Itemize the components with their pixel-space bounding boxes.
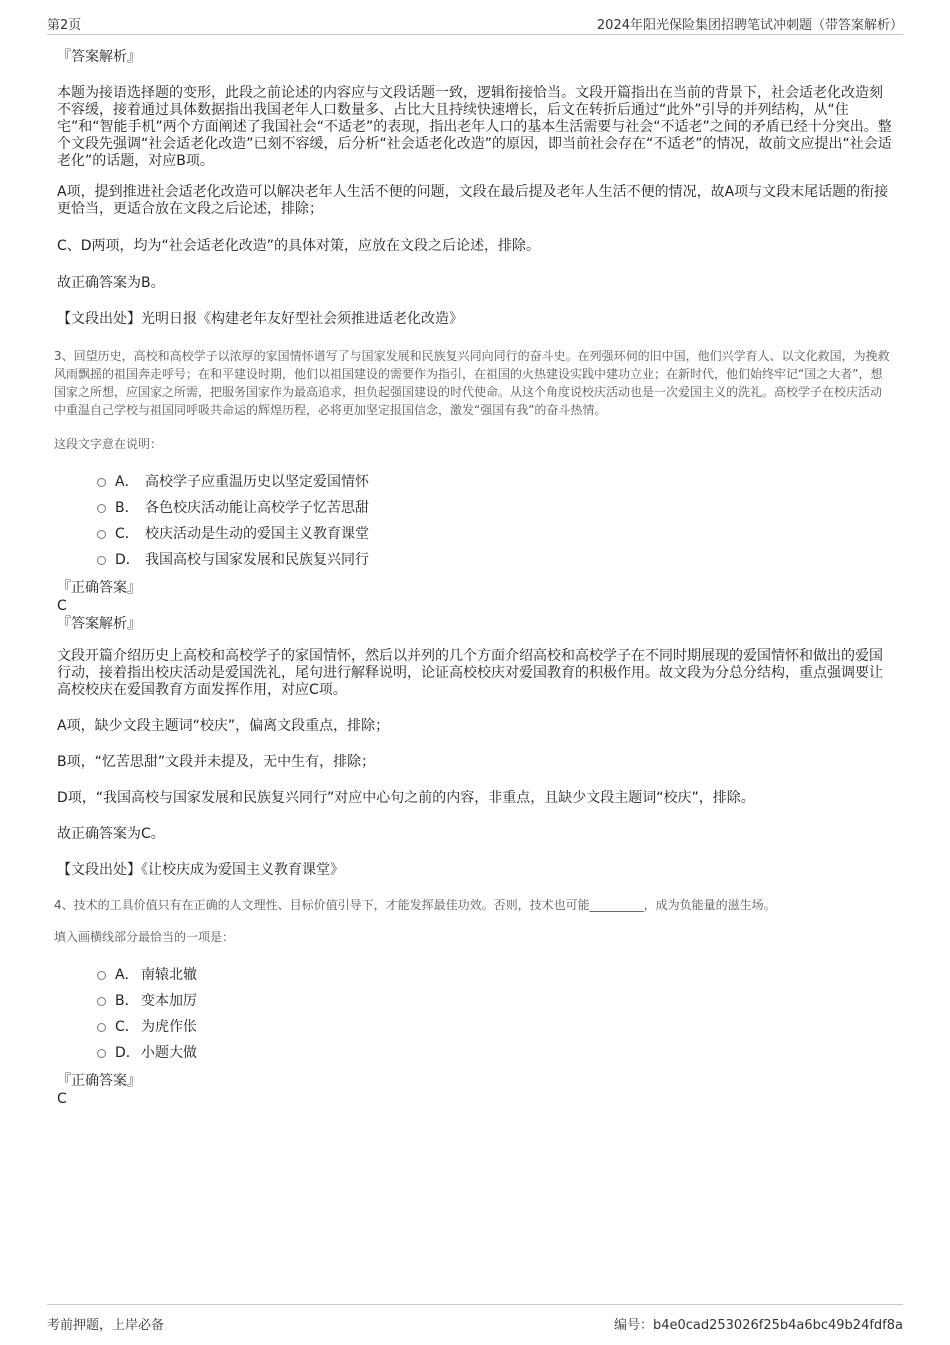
q4-option-d[interactable]: D． 小题大做 <box>57 1040 893 1066</box>
radio-icon[interactable] <box>97 1049 106 1058</box>
q3-option-d[interactable]: D． 我国高校与国家发展和民族复兴同行 <box>57 547 893 573</box>
q4-answer-title: 『正确答案』 <box>57 1073 141 1089</box>
page-content <box>54 44 893 1108</box>
q4-answer: C <box>57 1091 67 1107</box>
radio-icon[interactable] <box>97 1023 106 1032</box>
q3-question: 这段文字意在说明： <box>54 437 163 451</box>
q4-question: 填入画横线部分最恰当的一项是： <box>54 930 235 944</box>
q3-option-a[interactable]: A． 高校学子应重温历史以坚定爱国情怀 <box>57 469 893 495</box>
q2-analysis-paragraph: A项，提到推进社会适老化改造可以解决老年人生活不便的问题，文段在最后提及老年人生活不便的情况，故A项与文段末尾话题的衔接更恰当，更适合放在文段之后论述，排除； <box>57 184 889 217</box>
page-number: 第2页 <box>47 18 82 33</box>
q3-analysis-paragraph: 文段开篇介绍历史上高校和高校学子的家国情怀，然后以并列的几个方面介绍高校和高校学子在不同时期展现的爱国情怀和做出的爱国行动，接着指出校庆活动是爱国洗礼，尾句进行解释说明，论证高校校庆对爱国教育的积极作用。故文段为分总分结构，重点强调要让高校校庆在爱国教育方面发挥作用，对应C项。 <box>57 648 883 698</box>
q4-options <box>57 962 893 1066</box>
q3-answer-title: 『正确答案』 <box>57 580 141 596</box>
q3-answer: C <box>57 598 67 614</box>
q3-analysis-paragraph: B项，“忆苦思甜”文段并未提及，无中生有，排除； <box>57 754 376 770</box>
q3-analysis-title: 『答案解析』 <box>57 616 141 632</box>
q2-answer-statement: 故正确答案为B。 <box>57 275 165 291</box>
q4-option-a[interactable]: A． 南辕北辙 <box>57 962 893 988</box>
q3-analysis-paragraph: A项，缺少文段主题词“校庆”，偏离文段重点，排除； <box>57 718 390 734</box>
q2-analysis-title: 『答案解析』 <box>57 49 141 65</box>
document-title: 2024年阳光保险集团招聘笔试冲刺题（带答案解析） <box>596 18 903 33</box>
q3-source: 【文段出处】《让校庆成为爱国主义教育课堂》 <box>57 862 344 878</box>
question-4 <box>54 896 893 1108</box>
q2-analysis-paragraph: C、D两项，均为“社会适老化改造”的具体对策，应放在文段之后论述，排除。 <box>57 238 541 254</box>
q4-option-b[interactable]: B． 变本加厉 <box>57 988 893 1014</box>
page-footer <box>47 1304 903 1335</box>
q4-stem: 4、技术的工具价值只有在正确的人文理性、目标价值引导下，才能发挥最佳功效。否则，技术也可能_________，成为负能量的滋生场。 <box>54 898 776 912</box>
radio-icon[interactable] <box>97 530 106 539</box>
q3-stem: 3、回望历史，高校和高校学子以浓厚的家国情怀谱写了与国家发展和民族复兴同向同行的奋斗史。在列强环伺的旧中国，他们兴学育人、以文化救国，为挽救风雨飘摇的祖国奔走呼号；在和平建设时期，他们以祖国建设的需要作为指引，在祖国的火热建设实践中建功立业；在新时代，他们始终牢记“国之大者”，想国家之所想，应国家之所需，把服务国家作为最高追求，担负起强国建设的时代使命。从这个角度说校庆活动也是一次爱国主义的洗礼。高校学子在校庆活动中重温自己学校与祖国同呼吸共命运的辉煌历程，必将更加坚定报国信念，激发“强国有我”的奋斗热情。 <box>54 349 890 417</box>
q3-option-b[interactable]: B． 各色校庆活动能让高校学子忆苦思甜 <box>57 495 893 521</box>
q2-analysis-paragraph: 本题为接语选择题的变形，此段之前论述的内容应与文段话题一致，逻辑衔接恰当。文段开篇指出在当前的背景下，社会适老化改造刻不容缓，接着通过具体数据指出我国老年人口数量多、占比大且持续快速增长，后文在转折后通过“此外”引导的并列结构，从“住宅”和“智能手机”两个方面阐述了我国社会“不适老”的表现，指出老年人口的基本生活需要与社会“不适老”之间的矛盾已经十分突出。整个文段先强调“社会适老化改造”已刻不容缓，后分析“社会适老化改造”的原因，即当前社会存在“不适老”的情况，故前文应提出“社会适老化”的话题，对应B项。 <box>57 85 892 169</box>
footer-slogan: 考前押题，上岸必备 <box>47 1318 165 1333</box>
page-header <box>47 12 903 35</box>
radio-icon[interactable] <box>97 478 106 487</box>
q2-source: 【文段出处】光明日报《构建老年友好型社会须推进适老化改造》 <box>57 311 463 327</box>
q3-option-c[interactable]: C． 校庆活动是生动的爱国主义教育课堂 <box>57 521 893 547</box>
radio-icon[interactable] <box>97 997 106 1006</box>
document-id: 编号：b4e0cad253026f25b4a6bc49b24fdf8a <box>613 1318 903 1333</box>
q3-options <box>57 469 893 573</box>
q3-analysis-paragraph: D项，“我国高校与国家发展和民族复兴同行”对应中心句之前的内容，非重点，且缺少文段主题词“校庆”，排除。 <box>57 790 755 806</box>
radio-icon[interactable] <box>97 971 106 980</box>
q3-answer-statement: 故正确答案为C。 <box>57 826 165 842</box>
radio-icon[interactable] <box>97 556 106 565</box>
q4-option-c[interactable]: C． 为虎作伥 <box>57 1014 893 1040</box>
radio-icon[interactable] <box>97 504 106 513</box>
